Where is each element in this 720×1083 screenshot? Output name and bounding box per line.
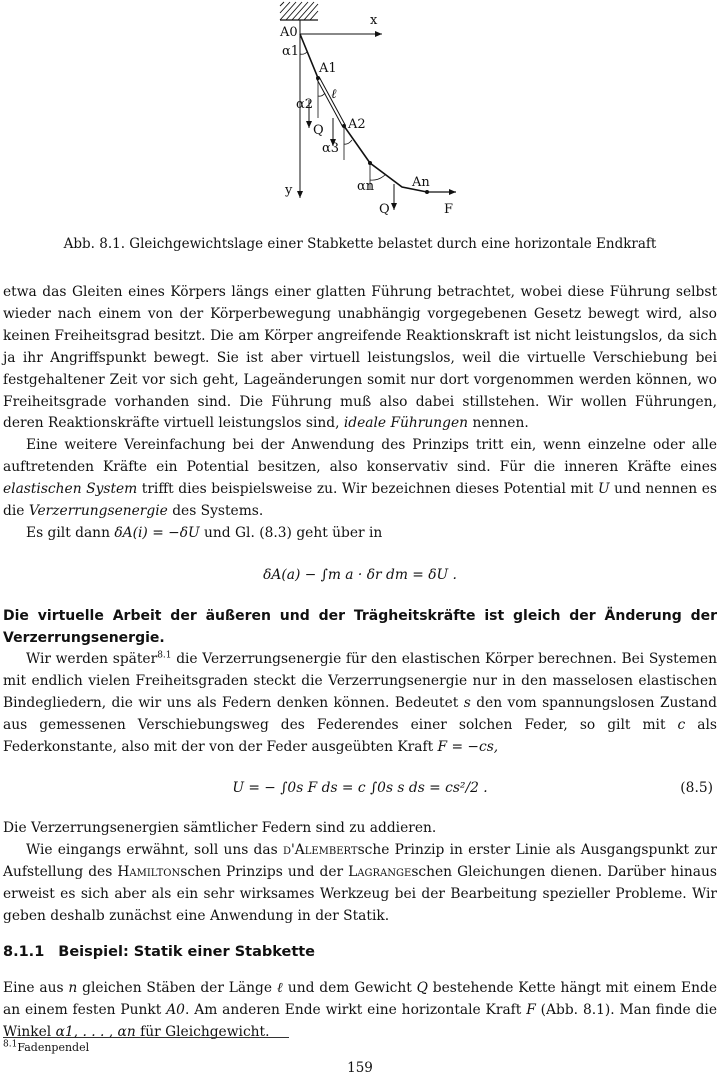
footnote-text: Fadenpendel [17,1041,90,1054]
equation-8-5-formula: U = − ∫0s F ds = c ∫0s s ds = cs²/2 . [232,780,488,797]
equation-8-5 [3,760,717,816]
an-label: An [412,175,430,190]
fixed-support-hatch [280,2,318,20]
q2-label: Q [379,202,390,217]
ell-label: ℓ [331,87,337,102]
paragraph-2: Eine weitere Vereinfachung bei der Anwendung des Prinzips tritt ein, wenn einzelne oder alle auftretenden Kräfte ein Potential besitzen, also konservativ sind. Für die inneren Kräfte eines elastischen System trifft dies beispielsweise zu. Wir bezeichnen dieses Potential mit U und nennen es die Verzerrungsenergie des Systems. [3,437,717,520]
y-axis-label: y [285,183,293,198]
footnote-rule [3,1037,289,1038]
paragraph-7: Eine aus n gleichen Stäben der Länge ℓ und dem Gewicht Q bestehende Kette hängt mit einem Ende an einem festen Punkt A0. Am anderen Ende wirkt eine horizontale Kraft F (Abb. 8.1). Man finde die Winkel α1, . . . , αn für Gleichgewicht. [3,979,718,1040]
paragraph-6: Wie eingangs erwähnt, soll uns das d'Alembertsche Prinzip in erster Linie als Ausgangspunkt zur Aufstellung des Hamiltonschen Prinzips und der Lagrangeschen Gleichungen dienen. Darüber hinaus erweist es sich aber als ein sehr wirksames Werkzeug bei der Bearbeitung spezieller Probleme. Wir geben deshalb zunächst eine Anwendung in der Statik. [3,842,717,925]
figure-caption: Abb. 8.1. Gleichgewichtslage einer Stabkette belastet durch eine horizontale Endkraft [63,236,657,252]
equation-virtual-work: δA(a) − ∫m a · δr dm = δU . [263,566,457,583]
section-number: 8.1.1 [3,943,45,960]
section-title: Beispiel: Statik einer Stabkette [58,943,316,960]
equation-number: (8.5) [680,780,713,797]
force-label: F [444,202,454,217]
paragraph-1: etwa das Gleiten eines Körpers längs einer glatten Führung betrachtet, wobei diese Führung selbst wieder nach einem von der Körperbewegung unabhängig vorgegebenen Gesetz bewegt wird, also keinen Freiheitsgrad besitzt. Die am Körper angreifende Reaktionskraft ist nicht leistungslos, da sich ja ihr Angriffspunkt bewegt. Sie ist aber virtuell leistungslos, weil die virtuelle Verschiebung bei festgehaltener Zeit vor sich geht, Lageänderungen somit nur dort vorgenommen werden können, wo Freiheitsgrade vorhanden sind. Die Führung muß also dabei stillstehen. Wir wollen Führungen, deren Reaktionskräfte virtuell leistungslos sind, ideale Führungen nennen. [3,284,717,432]
paragraph-4: Wir werden später$^{8.1}$ die Verzerrungsenergie für den elastischen Körper berechnen. Bei Systemen mit endlich vielen Freiheitsgraden steckt die Verzerrungsenergie nur in den masselosen elastischen Bindegliedern, die wir uns als Federn denken können. Bedeutet s den vom spannungslosen Zustand aus gemessenen Verschiebungsweg des Federendes einer solchen Feder, so gilt mit c als Federkonstante, also mit der von der Feder ausgeübten Kraft F = −cs, [3,650,718,755]
alpha3-label: α3 [322,141,340,156]
a0-label: A0 [280,25,298,40]
footnote [3,1041,89,1054]
page-number: 159 [347,1060,373,1076]
chain-rods [300,34,427,192]
alphan-label: αn [357,179,375,194]
section-heading [3,942,717,964]
q1-label: Q [313,123,324,138]
paragraph-3: Es gilt dann δA(i) = −δU und Gl. (8.3) geht über in [26,524,383,541]
theorem-statement: Die virtuelle Arbeit der äußeren und der Trägheitskräfte ist gleich der Änderung der Verzerrungsenergie. [3,607,717,646]
alpha1-label: α1 [282,44,300,59]
x-axis-label: x [370,13,378,28]
a2-label: A2 [348,117,366,132]
stabkette-diagram [0,0,720,230]
footnote-mark: 8.1 [3,1039,18,1050]
a1-label: A1 [319,61,337,76]
figure-8-1 [0,0,720,230]
alpha2-label: α2 [296,97,314,112]
paragraph-5: Die Verzerrungsenergien sämtlicher Federn sind zu addieren. [3,820,437,837]
page-body [3,282,717,1044]
